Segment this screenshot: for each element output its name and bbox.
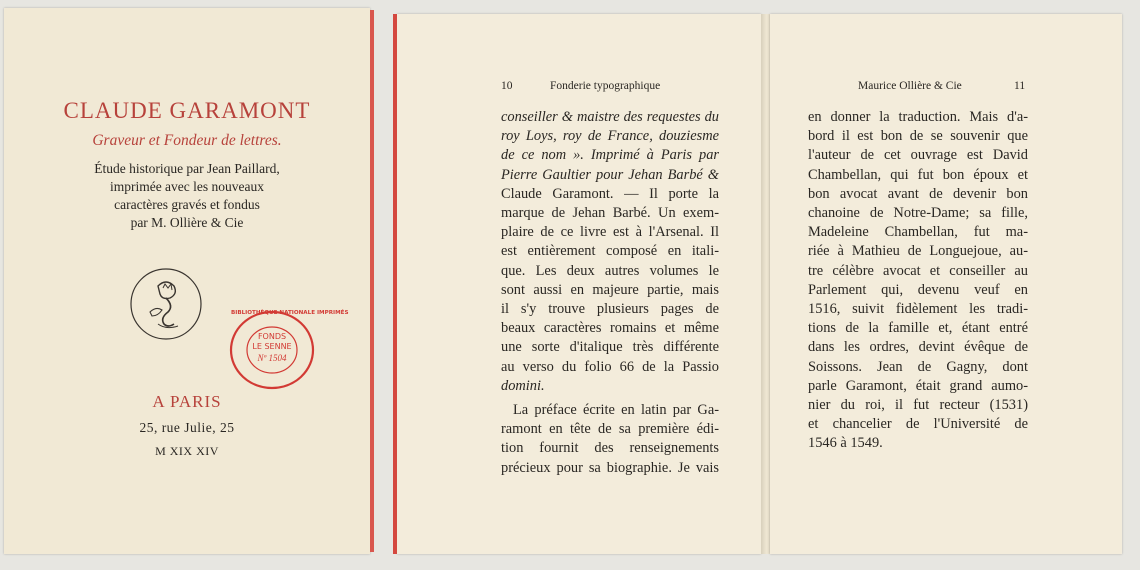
text-line: tion fournit des renseignements — [501, 440, 719, 457]
description-line: par M. Ollière & Cie — [130, 215, 244, 230]
text-line: tions de la famille et, étant entré — [808, 320, 1028, 337]
text-line: tre célèbre avocat et conseiller au — [808, 262, 1028, 279]
text-line: ramont en tête de sa première édi- — [501, 421, 719, 438]
running-head: Fonderie typographique — [550, 80, 661, 92]
text-line: sont aussi en majeure partie, mais — [501, 281, 719, 298]
text-line: marque de Jehan Barbé. Un exem- — [501, 205, 719, 222]
text-page-left — [397, 14, 761, 554]
red-page-edge — [393, 14, 397, 554]
stamp-line-3: Nº 1504 — [257, 353, 287, 363]
text-line: une sorte d'italique très différente — [501, 339, 719, 356]
text-line: précieux pour sa biographie. Je vais — [501, 459, 719, 476]
text-line: beaux caractères romains et même — [501, 320, 719, 337]
text-line: riée à Mathieu de Longuejoue, au- — [808, 243, 1028, 260]
text-page-right — [770, 14, 1122, 554]
text-line: et chancelier de l'Université de — [808, 416, 1028, 433]
text-line: parle Garamont, était grand aumo- — [808, 377, 1028, 394]
text-line: il s'y trouve plusieurs pages de — [501, 301, 719, 318]
book-subtitle: Graveur et Fondeur de lettres. — [92, 132, 282, 149]
text-line: conseiller & maistre des requestes du — [501, 109, 719, 125]
text-line: Chambellan, qui fut bon époux et — [808, 166, 1028, 183]
text-line: Madeleine Chambellan, fut ma- — [808, 224, 1028, 241]
stamp-ring-text: BIBLIOTHÈQUE NATIONALE IMPRIMÉS — [231, 310, 349, 316]
body-text — [501, 108, 719, 478]
text-line: l'auteur de cet ouvrage est David — [808, 147, 1028, 164]
page-number: 11 — [1014, 80, 1026, 92]
body-text — [808, 108, 1028, 454]
description-line: caractères gravés et fondus — [114, 197, 260, 212]
text-line: domini. — [501, 377, 545, 394]
text-line: nier du roi, il fut recteur (1531) — [808, 397, 1028, 414]
imprint-address: 25, rue Julie, 25 — [139, 420, 235, 435]
red-page-edge — [370, 10, 374, 552]
description-line: imprimée avec les nouveaux — [109, 179, 265, 194]
imprint-year: M XIX XIV — [155, 444, 219, 458]
book-description — [4, 160, 370, 232]
text-line: Claude Garamont. — Il porte la — [501, 185, 719, 202]
text-line: que. Les deux autres volumes le — [501, 262, 719, 279]
page-number: 10 — [501, 80, 513, 92]
text-line: 1546 à 1549. — [808, 435, 883, 452]
stamp-line-2: LE SENNE — [252, 342, 292, 351]
text-line: est entièrement composé en itali- — [501, 243, 719, 260]
text-line: La préface écrite en latin par Ga- — [513, 402, 719, 419]
text-line: bon avocat avant de devenir bon — [808, 185, 1028, 202]
imprint-city: A PARIS — [152, 392, 222, 411]
text-line: Parlement qui, devenu veuf en — [808, 281, 1028, 298]
text-line: en donner la traduction. Mais d'a- — [808, 109, 1028, 125]
printers-mark-icon — [128, 266, 204, 342]
text-line: dans les ordres, devint évêque de — [808, 339, 1028, 356]
text-line: 1516, suivit fidèlement les tradi- — [808, 301, 1028, 318]
text-line: de ce nom ». Imprimé à Paris par — [501, 147, 719, 164]
title-page — [4, 8, 370, 554]
book-title: CLAUDE GARAMONT — [63, 98, 311, 123]
description-line: Étude historique par Jean Paillard, — [94, 161, 280, 176]
library-stamp — [227, 308, 349, 392]
text-line: bord il est bon de se souvenir que — [808, 128, 1028, 145]
text-line: Pierre Gaultier pour Jehan Barbé & — [501, 166, 719, 183]
stamp-line-1: FONDS — [257, 332, 287, 341]
text-line: roy Loys, roy de France, douziesme — [501, 128, 719, 145]
book-gutter — [761, 14, 770, 554]
text-line: au verso du folio 66 de la Passio — [501, 358, 719, 375]
text-line: chanoine de Notre-Dame; sa fille, — [808, 205, 1028, 222]
text-line: Soissons. Jean de Gagny, dont — [808, 358, 1028, 375]
text-line: plaire de ce livre est à l'Arsenal. Il — [501, 224, 719, 241]
running-head: Maurice Ollière & Cie — [858, 80, 962, 92]
